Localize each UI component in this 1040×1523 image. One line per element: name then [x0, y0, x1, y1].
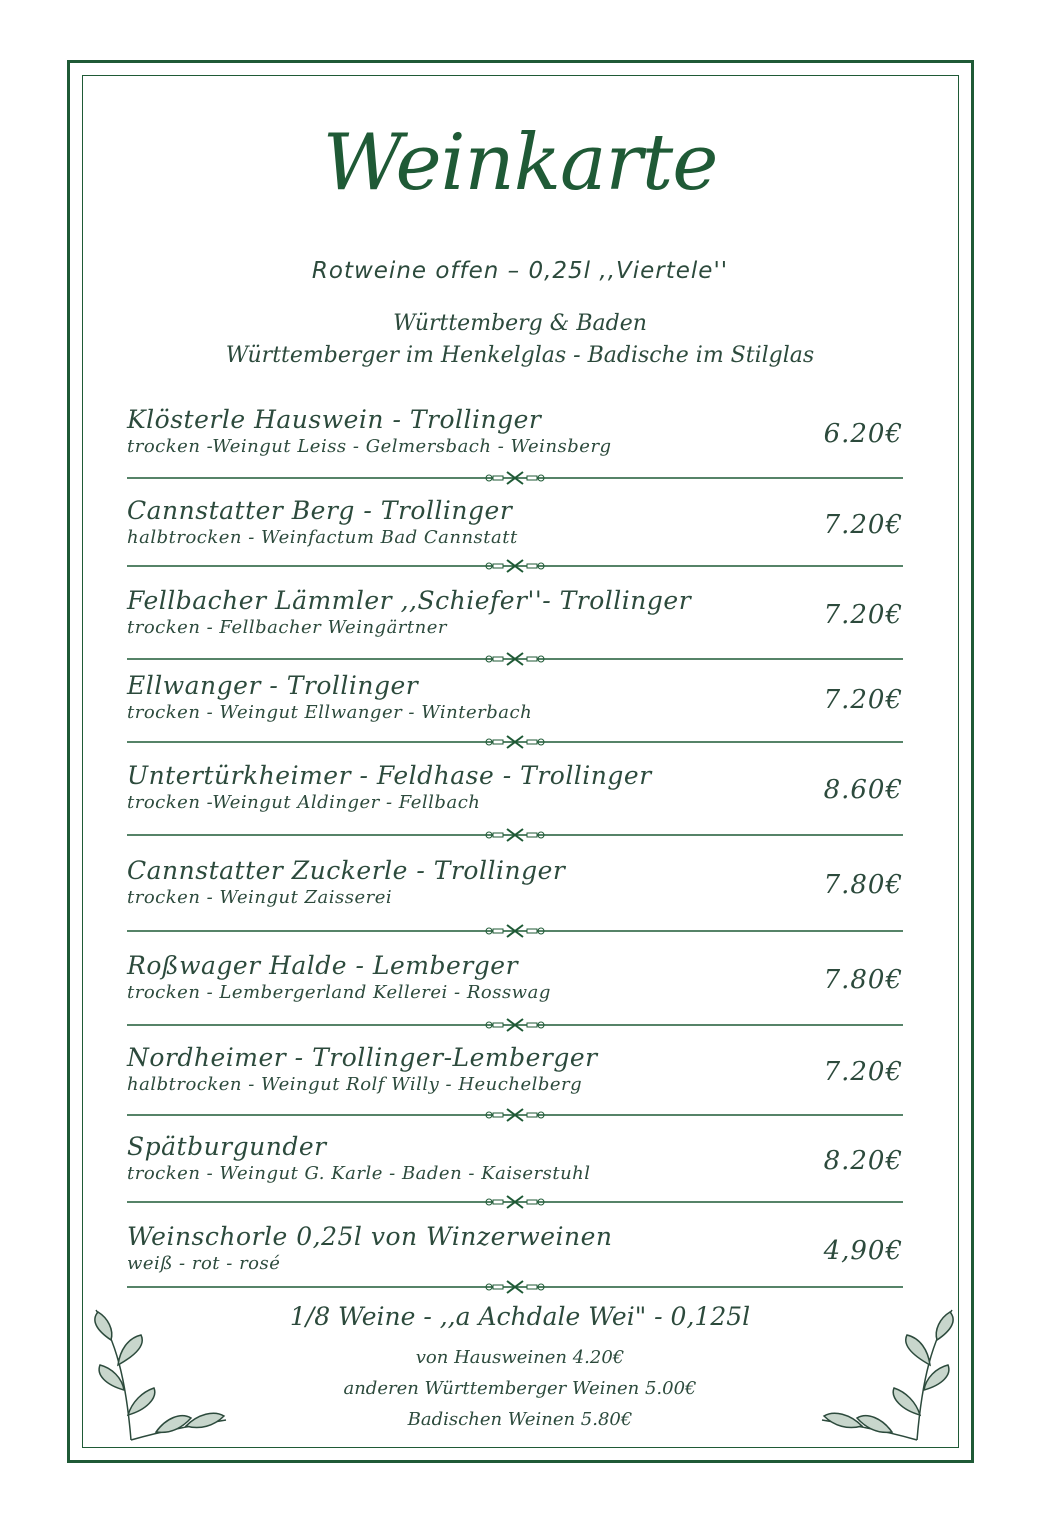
divider-ornament-icon: [127, 1018, 903, 1032]
wine-detail: trocken - Weingut Ellwanger - Winterbach: [127, 702, 533, 723]
wine-detail: trocken - Lembergerland Kellerei - Rosswag: [127, 982, 551, 1003]
wine-price: 8.20€: [823, 1146, 903, 1176]
wine-name: Spätburgunder: [127, 1132, 327, 1161]
menu-title: Weinkarte: [322, 118, 718, 208]
wine-price: 6.20€: [823, 419, 903, 449]
wine-price: 8.60€: [823, 775, 903, 805]
wine-name: Roßwager Halde - Lemberger: [127, 951, 519, 980]
wine-detail: halbtrocken - Weingut Rolf Willy - Heuchelberg: [127, 1074, 583, 1095]
wine-detail: trocken - Fellbacher Weingärtner: [127, 617, 447, 638]
footer-heading: 1/8 Weine - ,,a Achdale Wei" - 0,125l: [289, 1302, 751, 1331]
wine-detail: trocken - Weingut G. Karle - Baden - Kaiserstuhl: [127, 1163, 591, 1184]
region-line-1: Württemberg & Baden: [393, 311, 647, 336]
divider-ornament-icon: [127, 1195, 903, 1209]
wine-detail: weiß - rot - rosé: [127, 1253, 281, 1274]
leaf-corner-left-icon: [86, 1300, 236, 1445]
wine-detail: trocken -Weingut Aldinger - Fellbach: [127, 792, 481, 813]
divider-ornament-icon: [127, 471, 903, 485]
leaf-corner-right-icon: [812, 1300, 962, 1445]
wine-price: 4,90€: [823, 1236, 903, 1266]
wine-detail: halbtrocken - Weinfactum Bad Cannstatt: [127, 527, 518, 548]
menu-subtitle: Rotweine offen – 0,25l ,,Viertele'': [311, 258, 729, 284]
wine-detail: trocken -Weingut Leiss - Gelmersbach - Weinsberg: [127, 436, 612, 457]
footer-line-baden: Badischen Weinen 5.80€: [407, 1409, 633, 1430]
divider-ornament-icon: [127, 559, 903, 573]
wine-name: Ellwanger - Trollinger: [127, 671, 419, 700]
wine-name: Nordheimer - Trollinger-Lemberger: [127, 1043, 598, 1072]
footer-line-hauswein: von Hausweinen 4.20€: [415, 1347, 625, 1368]
wine-name: Cannstatter Zuckerle - Trollinger: [127, 856, 566, 885]
wine-price: 7.20€: [823, 1057, 903, 1087]
divider-ornament-icon: [127, 652, 903, 666]
wine-name: Klösterle Hauswein - Trollinger: [127, 405, 542, 434]
divider-ornament-icon: [127, 924, 903, 938]
footer-line-wuerttemberg: anderen Württemberger Weinen 5.00€: [343, 1378, 697, 1399]
wine-price: 7.80€: [823, 870, 903, 900]
divider-ornament-icon: [127, 735, 903, 749]
wine-price: 7.20€: [823, 510, 903, 540]
wine-price: 7.80€: [823, 965, 903, 995]
divider-ornament-icon: [127, 1280, 903, 1294]
wine-name: Weinschorle 0,25l von Winzerweinen: [127, 1222, 613, 1251]
wine-name: Cannstatter Berg - Trollinger: [127, 496, 513, 525]
wine-price: 7.20€: [823, 685, 903, 715]
divider-ornament-icon: [127, 1108, 903, 1122]
wine-detail: trocken - Weingut Zaisserei: [127, 887, 393, 908]
region-line-2: Württemberger im Henkelglas - Badische im Stilglas: [225, 343, 815, 368]
wine-name: Untertürkheimer - Feldhase - Trollinger: [127, 761, 652, 790]
wine-price: 7.20€: [823, 600, 903, 630]
wine-name: Fellbacher Lämmler ,,Schiefer''- Trollinger: [127, 586, 692, 615]
divider-ornament-icon: [127, 828, 903, 842]
